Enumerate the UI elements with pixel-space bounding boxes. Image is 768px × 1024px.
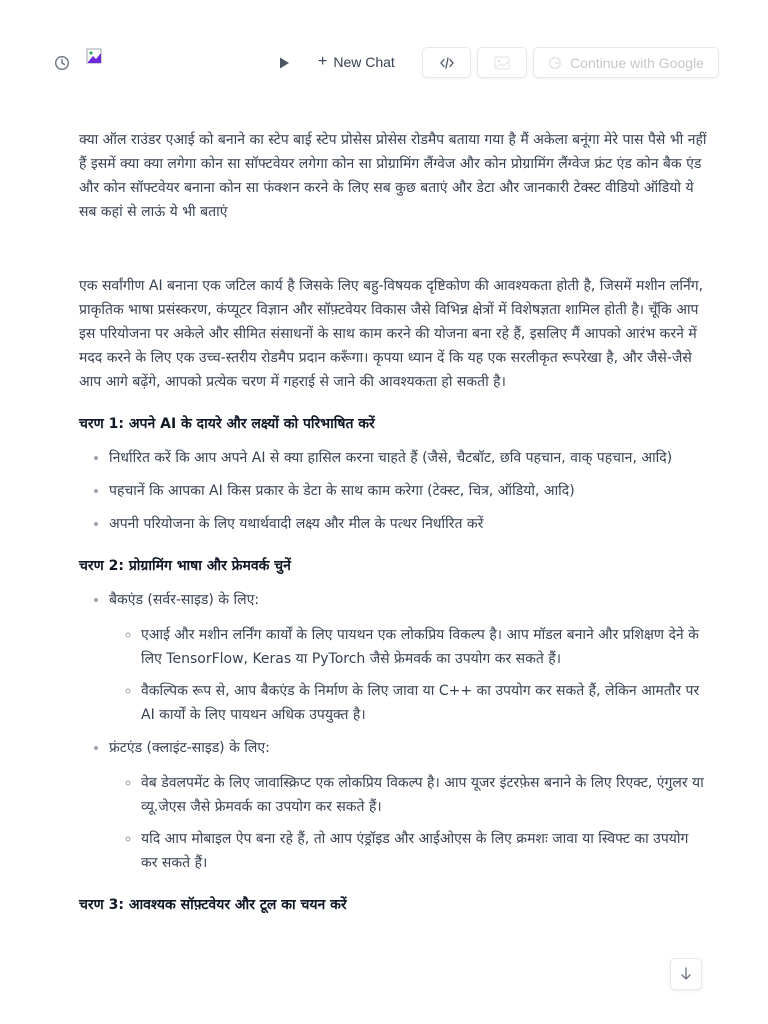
step2-heading: चरण 2: प्रोग्रामिंग भाषा और फ्रेमवर्क चुनें [79,558,291,574]
image-icon [494,56,510,70]
backend-label: बैकएंड (सर्वर-साइड) के लिए: [109,592,260,608]
google-label: Continue with Google [570,54,704,71]
logo-icon [86,48,104,66]
list-item: • निर्धारित करें कि आप अपने AI से क्या हासिल करना चाहते हैं (जैसे, चैटबॉट, छवि पहचान, वाक् पहचान, आदि) [109,446,709,470]
plus-icon: + [318,53,328,70]
list-item: • अपनी परियोजना के लिए यथार्थवादी लक्ष्य और मील के पत्थर निर्धारित करें [109,512,709,536]
assistant-intro: एक सर्वांगीण AI बनाना एक जटिल कार्य है जिसके लिए बहु-विषयक दृष्टिकोण की आवश्यकता होती है, जिसमें मशीन लर्निंग, प्राकृतिक भाषा प्रसंस्करण, कंप्यूटर विज्ञान और सॉफ़्टवेयर विकास जैसे विभिन्न क्षेत्रों में विशेषज्ञता शामिल होती है। चूँकि आप इस परियोजना पर अकेले और सीमित संसाधनों के साथ काम करने की योजना बना रहे हैं, इसलिए मैं आपको आरंभ करने में मदद करने के लिए एक उच्च-स्तरीय रोडमैप प्रदान करूँगा। कृपया ध्यान दें कि यह एक सरलीकृत रूपरेखा है, और जैसे-जैसे आप आगे बढ़ेंगे, आपको प्रत्येक चरण में गहराई से जाने की आवश्यकता हो सकती है। [79,278,704,390]
play-icon[interactable] [274,53,294,73]
list-item-backend [109,588,709,727]
list-item: ◦ यदि आप मोबाइल ऐप बना रहे हैं, तो आप एंड्रॉइड और आईओएस के लिए क्रमशः जावा या स्विफ्ट का उपयोग कर सकते हैं। [141,827,709,875]
new-chat-button[interactable] [318,50,395,74]
conversation [79,128,709,917]
code-icon [440,57,454,69]
history-icon[interactable] [52,53,72,73]
step1-heading: चरण 1: अपने AI के दायरे और लक्ष्यों को परिभाषित करें [79,416,375,432]
new-chat-label: New Chat [333,54,395,70]
user-question: क्या ऑल राउंडर एआई को बनाने का स्टेप बाई स्टेप प्रोसेस प्रोसेस रोडमैप बताया गया है मैं अकेला बनूंगा मेरे पास पैसे भी नहीं हैं इसमें क्या क्या लगेगा कोन सा सॉफ्टवेयर लगेगा कोन सा प्रोग्रामिंग लैंग्वेज और कोन प्रोग्रामिंग लैंग्वेज फ्रंट एंड कोन बैक एंड और कोन सॉफ्टवेयर बनाना कोन सा फंक्शन करने के लिए सब कुछ बताएं और डेटा और जानकारी टेक्स्ट वीडियो ऑडियो ये सब कहां से लाऊं ये भी बताएं [79,132,707,220]
scroll-down-button[interactable] [670,958,702,990]
list-item: ◦ वैकल्पिक रूप से, आप बैकएंड के निर्माण के लिए जावा या C++ का उपयोग कर सकते हैं, लेकिन आमतौर पर AI कार्यों के लिए पायथन अधिक उपयुक्त है। [141,679,709,727]
list-item: ◦ वेब डेवलपमेंट के लिए जावास्क्रिप्ट एक लोकप्रिय विकल्प है। आप यूजर इंटरफ़ेस बनाने के लिए रिएक्ट, एंगुलर या व्यू.जेएस जैसे फ्रेमवर्क का उपयोग कर सकते हैं। [141,771,709,819]
google-icon [548,56,562,70]
step3-heading: चरण 3: आवश्यक सॉफ़्टवेयर और टूल का चयन करें [79,897,347,913]
step1-list [79,446,709,536]
image-button[interactable] [477,47,527,78]
list-item: ◦ एआई और मशीन लर्निंग कार्यों के लिए पायथन एक लोकप्रिय विकल्प है। आप मॉडल बनाने और प्रशिक्षण देने के लिए TensorFlow, Keras या PyTorch जैसे फ्रेमवर्क का उपयोग कर सकते हैं। [141,623,709,671]
list-item-frontend [109,736,709,875]
continue-with-google-button[interactable] [533,47,719,78]
top-bar [0,0,768,100]
code-button[interactable] [422,47,471,78]
frontend-label: फ्रंटएंड (क्लाइंट-साइड) के लिए: [109,740,270,756]
backend-sublist [109,623,709,727]
arrow-down-icon [680,967,692,981]
frontend-sublist [109,771,709,875]
list-item: • पहचानें कि आपका AI किस प्रकार के डेटा के साथ काम करेगा (टेक्स्ट, चित्र, ऑडियो, आदि) [109,479,709,503]
step2-list [79,588,709,875]
